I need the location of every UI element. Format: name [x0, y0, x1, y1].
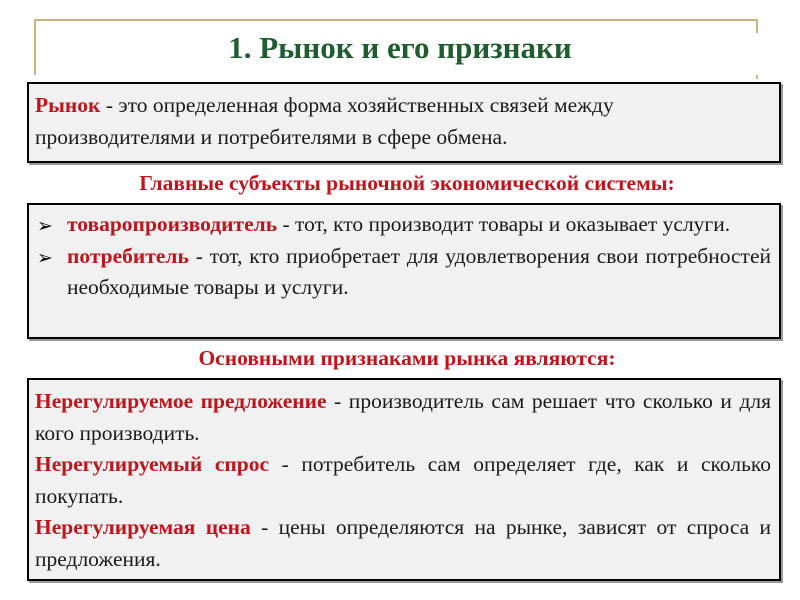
feature-item — [35, 512, 771, 575]
features-box — [27, 378, 781, 581]
subject-term: потребитель — [67, 243, 189, 268]
feature-text: - потребитель сам определяет где, как и сколько покупать. — [35, 452, 771, 508]
feature-term: Нерегулируемая цена — [35, 515, 251, 539]
arrow-bullet-icon: ➢ — [37, 246, 53, 269]
feature-term: Нерегулируемый спрос — [35, 452, 270, 476]
arrow-bullet-icon: ➢ — [37, 215, 53, 237]
definition-term: Рынок — [35, 93, 101, 117]
subject-text: - тот, кто приобретает для удовлетворения свои потребностей необходимые товары и услуги. — [67, 243, 771, 299]
feature-item — [35, 449, 771, 512]
subject-text: - тот, кто производит товары и оказывает услуги. — [277, 212, 731, 236]
subjects-heading: Главные субъекты рыночной экономической системы: — [139, 171, 675, 195]
features-heading: Основными признаками рынка являются: — [198, 346, 616, 370]
subject-item — [35, 209, 771, 241]
frame-corner-dot — [756, 75, 758, 79]
feature-term: Нерегулируемое предложение — [35, 389, 327, 413]
subject-term: товаропроизводитель — [67, 212, 278, 236]
definition-text: - это определенная форма хозяйственных связей между производителями и потребителями в сфере обмена. — [35, 93, 614, 149]
feature-item — [35, 386, 771, 449]
feature-text: - производитель сам решает что сколько и для кого производить. — [35, 389, 772, 445]
subjects-box — [27, 203, 781, 339]
feature-text: - цены определяются на рынке, зависят от спроса и предложения. — [35, 515, 771, 571]
page-title: 1. Рынок и его признаки — [228, 30, 572, 65]
subject-item — [35, 241, 771, 304]
definition-box — [27, 82, 781, 163]
